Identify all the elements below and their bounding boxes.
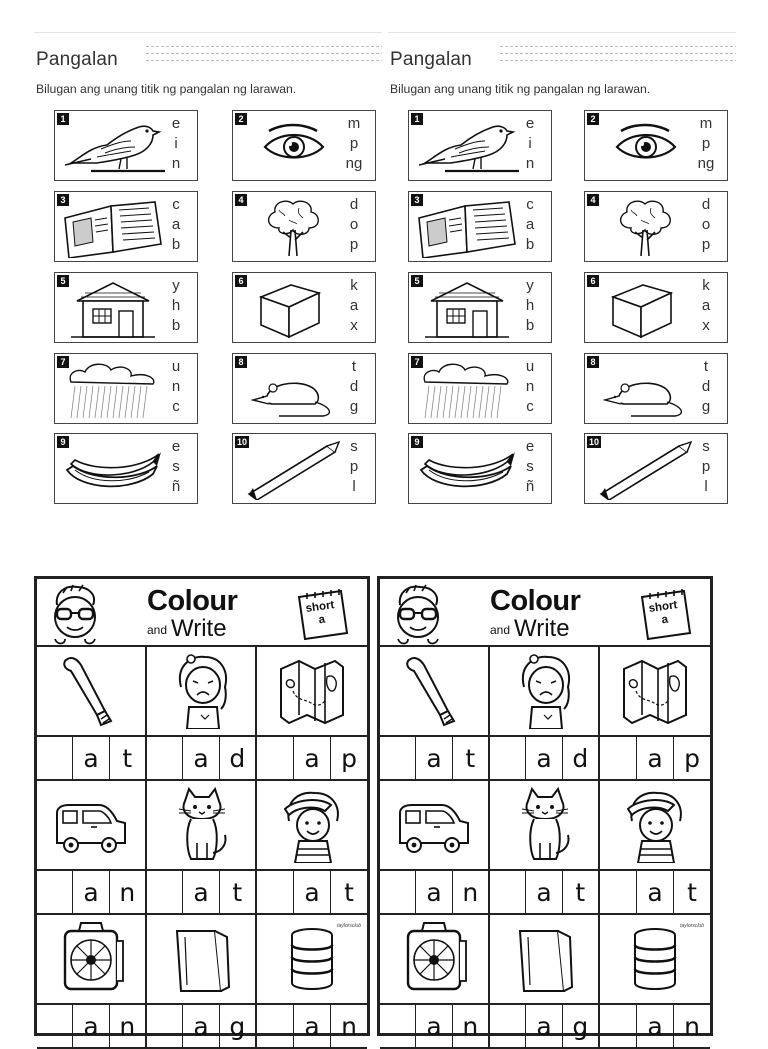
word-cell xyxy=(600,737,710,779)
picture-cell[interactable] xyxy=(490,781,600,869)
letter-choice[interactable]: n xyxy=(525,378,535,395)
divider xyxy=(388,32,736,33)
letter-choice[interactable]: o xyxy=(701,216,711,233)
word-cell xyxy=(147,871,257,913)
item-card xyxy=(584,272,728,343)
letter-choice[interactable]: ñ xyxy=(171,478,181,495)
letter-choice[interactable]: p xyxy=(349,236,359,253)
item-card xyxy=(54,110,198,181)
rain-cloud-icon xyxy=(415,360,519,420)
word-grid xyxy=(37,647,367,1049)
bat-icon xyxy=(55,653,129,729)
item-number: 3 xyxy=(411,194,423,206)
letter-choice[interactable]: b xyxy=(525,317,535,334)
picture-cell[interactable] xyxy=(37,647,147,735)
letter-choice[interactable]: l xyxy=(704,478,708,495)
picture-cell[interactable] xyxy=(490,915,600,1003)
picture-cell[interactable] xyxy=(147,647,257,735)
letter-box-blank[interactable] xyxy=(380,1005,416,1047)
letter-box-blank[interactable] xyxy=(600,737,637,779)
letter-box-blank[interactable] xyxy=(257,871,294,913)
letter-choices xyxy=(161,357,191,417)
letter-choice[interactable]: b xyxy=(171,236,181,253)
letter-choices xyxy=(515,357,545,417)
item-number: 9 xyxy=(57,436,69,448)
letter-box-blank[interactable] xyxy=(147,737,183,779)
letter-choice[interactable]: k xyxy=(702,277,710,294)
letter-choice[interactable]: h xyxy=(171,297,181,314)
picture-cell[interactable] xyxy=(380,647,490,735)
hat-icon xyxy=(275,787,349,863)
letter-box: t xyxy=(232,877,243,907)
pencil-icon xyxy=(591,440,695,500)
letter-choice[interactable]: d xyxy=(701,378,711,395)
letter-choices xyxy=(691,195,721,255)
letter-choice[interactable]: h xyxy=(525,297,535,314)
item-number: 7 xyxy=(411,356,423,368)
letter-box: p xyxy=(684,743,700,773)
banana-icon xyxy=(415,440,519,500)
letter-choice[interactable]: s xyxy=(702,438,710,455)
map-icon xyxy=(275,653,349,729)
item-card xyxy=(408,110,552,181)
letter-choices xyxy=(339,114,369,174)
letter-choice[interactable]: g xyxy=(701,398,711,415)
eye-icon xyxy=(591,117,695,177)
banana-icon xyxy=(61,440,165,500)
item-number: 6 xyxy=(235,275,247,287)
item-card xyxy=(54,353,198,424)
word-cell xyxy=(147,1005,257,1047)
letter-box: a xyxy=(294,737,331,779)
word-cell xyxy=(490,737,600,779)
letter-choice[interactable]: p xyxy=(349,458,359,475)
badge-line: a xyxy=(317,613,326,627)
letter-choice[interactable]: b xyxy=(525,236,535,253)
fan-icon xyxy=(398,921,472,997)
item-card xyxy=(232,353,376,424)
item-number: 8 xyxy=(587,356,599,368)
letter-choice[interactable]: c xyxy=(172,398,180,415)
item-number: 1 xyxy=(411,113,423,125)
letter-choice[interactable]: i xyxy=(174,135,178,152)
picture-row xyxy=(37,781,367,871)
letter-choice[interactable]: e xyxy=(525,115,535,132)
letter-choice[interactable]: m xyxy=(699,115,713,132)
word-cell xyxy=(257,737,367,779)
cat-icon xyxy=(165,787,239,863)
letter-box: g xyxy=(229,1011,246,1041)
item-number: 10 xyxy=(237,437,248,447)
letter-box-blank[interactable] xyxy=(490,871,526,913)
word-cell xyxy=(257,871,367,913)
letter-box: a xyxy=(183,871,219,913)
letter-box: a xyxy=(416,737,452,779)
picture-cell[interactable] xyxy=(37,915,147,1003)
letter-choices xyxy=(339,357,369,417)
badge-line: a xyxy=(660,613,669,627)
letter-choices xyxy=(515,195,545,255)
picture-cell[interactable] xyxy=(490,647,600,735)
letter-choice[interactable]: e xyxy=(171,438,181,455)
letter-choices xyxy=(515,276,545,336)
letter-box: n xyxy=(341,1011,357,1041)
name-label: Pangalan xyxy=(36,49,118,70)
letter-choice[interactable]: d xyxy=(349,378,359,395)
letter-choice[interactable]: y xyxy=(526,277,534,294)
word-row xyxy=(37,871,367,915)
item-number: 8 xyxy=(235,356,247,368)
box-icon xyxy=(591,279,695,339)
sad-girl-icon xyxy=(165,653,239,729)
letter-box: a xyxy=(526,871,562,913)
letter-choice[interactable]: m xyxy=(347,115,361,132)
mouse-icon xyxy=(591,360,695,420)
word-row xyxy=(380,737,710,781)
mouse-icon xyxy=(239,360,343,420)
word-cell xyxy=(600,871,710,913)
tree-icon xyxy=(591,198,695,258)
letter-box: a xyxy=(637,737,674,779)
letter-choice[interactable]: y xyxy=(172,277,180,294)
word-row xyxy=(37,737,367,781)
worksheet-right xyxy=(388,32,736,510)
letter-box: n xyxy=(462,877,479,907)
letter-choice[interactable]: u xyxy=(171,358,181,375)
instruction-text: Bilugan ang unang titik ng pangalan ng larawan. xyxy=(390,82,651,96)
picture-row xyxy=(37,915,367,1005)
book-icon xyxy=(415,198,519,258)
item-number: 3 xyxy=(57,194,69,206)
title-write: Write xyxy=(171,615,227,642)
letter-choices xyxy=(515,437,545,497)
letter-box: p xyxy=(341,743,357,773)
letter-box: d xyxy=(572,743,589,773)
letter-choices xyxy=(691,437,721,497)
letter-box-blank[interactable] xyxy=(490,1005,526,1047)
bat-icon xyxy=(398,653,472,729)
letter-choice[interactable]: c xyxy=(526,398,534,415)
letter-box: a xyxy=(416,871,452,913)
letter-choice[interactable]: a xyxy=(701,297,711,314)
book-icon xyxy=(61,198,165,258)
letter-box: t xyxy=(575,877,586,907)
sheet-header xyxy=(380,579,710,647)
word-cell xyxy=(380,1005,490,1047)
letter-choice[interactable]: ng xyxy=(345,155,363,172)
word-cell xyxy=(37,737,147,779)
item-card xyxy=(54,272,198,343)
hat-icon xyxy=(618,787,692,863)
letter-choice[interactable]: i xyxy=(528,135,532,152)
letter-box: a xyxy=(73,737,109,779)
letter-box: d xyxy=(229,743,246,773)
word-cell xyxy=(490,871,600,913)
word-cell xyxy=(147,737,257,779)
word-cell xyxy=(37,871,147,913)
letter-choice[interactable]: u xyxy=(525,358,535,375)
item-number: 2 xyxy=(235,113,247,125)
letter-choice[interactable]: d xyxy=(349,196,359,213)
letter-box: a xyxy=(183,737,219,779)
letter-choice[interactable]: ñ xyxy=(525,478,535,495)
house-icon xyxy=(61,279,165,339)
item-card xyxy=(232,272,376,343)
letter-box: g xyxy=(572,1011,589,1041)
letter-box: t xyxy=(122,743,133,773)
item-number: 10 xyxy=(589,437,600,447)
sad-girl-icon xyxy=(508,653,582,729)
letter-choice[interactable]: s xyxy=(350,438,358,455)
letter-box-blank[interactable] xyxy=(380,871,416,913)
letter-choice[interactable]: o xyxy=(349,216,359,233)
house-icon xyxy=(415,279,519,339)
letter-box-blank[interactable] xyxy=(147,1005,183,1047)
bag-icon xyxy=(508,921,582,997)
letter-box: a xyxy=(526,1005,562,1047)
van-icon xyxy=(398,787,472,863)
van-icon xyxy=(55,787,129,863)
item-card xyxy=(232,191,376,262)
letter-box-blank[interactable] xyxy=(257,1005,294,1047)
letter-choices xyxy=(691,357,721,417)
letter-choice[interactable]: n xyxy=(171,378,181,395)
divider xyxy=(34,32,382,33)
letter-box: a xyxy=(637,871,674,913)
item-card xyxy=(54,433,198,504)
tree-icon xyxy=(239,198,343,258)
picture-row xyxy=(380,915,710,1005)
bird-icon xyxy=(415,117,519,177)
item-number: 2 xyxy=(587,113,599,125)
letter-choice[interactable]: s xyxy=(172,458,180,475)
instruction-text: Bilugan ang unang titik ng pangalan ng larawan. xyxy=(36,82,297,96)
letter-box-blank[interactable] xyxy=(147,871,183,913)
letter-box: t xyxy=(687,877,697,907)
credit-text: taylorsclub xyxy=(337,923,361,929)
picture-cell[interactable] xyxy=(257,781,367,869)
cat-icon xyxy=(508,787,582,863)
title-colour: Colour xyxy=(147,585,238,617)
letter-choice[interactable]: x xyxy=(350,317,358,334)
letter-box-blank[interactable] xyxy=(257,737,294,779)
pencil-icon xyxy=(239,440,343,500)
worksheet-left xyxy=(34,32,382,510)
picture-cell[interactable] xyxy=(380,781,490,869)
letter-choice[interactable]: b xyxy=(171,317,181,334)
credit-text: taylorsclub xyxy=(680,923,704,929)
picture-row xyxy=(380,781,710,871)
title-write: Write xyxy=(514,615,570,642)
name-writing-lines xyxy=(146,46,382,66)
title-colour: Colour xyxy=(490,585,581,617)
item-card xyxy=(584,353,728,424)
letter-choices xyxy=(161,195,191,255)
letter-choice[interactable]: l xyxy=(352,478,356,495)
picture-row xyxy=(37,647,367,737)
letter-choices xyxy=(161,276,191,336)
letter-choice[interactable]: p xyxy=(701,458,711,475)
picture-cell[interactable] xyxy=(600,781,710,869)
letter-choice[interactable]: d xyxy=(701,196,711,213)
item-number: 5 xyxy=(57,275,69,287)
letter-choice[interactable]: k xyxy=(350,277,358,294)
item-card xyxy=(54,191,198,262)
letter-choice[interactable]: a xyxy=(349,297,359,314)
title-and: and xyxy=(490,623,511,637)
fan-icon xyxy=(55,921,129,997)
word-row xyxy=(380,1005,710,1049)
can-icon xyxy=(618,921,692,997)
item-card xyxy=(232,110,376,181)
letter-choice[interactable]: a xyxy=(525,216,535,233)
letter-choice[interactable]: p xyxy=(701,135,711,152)
letter-choice[interactable]: n xyxy=(171,155,181,172)
badge-line: short xyxy=(647,599,679,616)
letter-box: a xyxy=(294,1005,331,1047)
word-cell xyxy=(380,737,490,779)
letter-choice[interactable]: t xyxy=(703,358,709,375)
letter-box: a xyxy=(416,1005,452,1047)
letter-box: n xyxy=(462,1011,479,1041)
item-number: 1 xyxy=(57,113,69,125)
rain-cloud-icon xyxy=(61,360,165,420)
letter-choice[interactable]: ng xyxy=(697,155,715,172)
item-card xyxy=(408,191,552,262)
word-cell xyxy=(37,1005,147,1047)
letter-choice[interactable]: e xyxy=(525,438,535,455)
item-card xyxy=(584,433,728,504)
picture-cell[interactable] xyxy=(37,781,147,869)
item-card xyxy=(232,433,376,504)
letter-box: a xyxy=(294,871,331,913)
boy-with-glasses-icon xyxy=(386,583,450,647)
title-and: and xyxy=(147,623,168,637)
letter-box: a xyxy=(183,1005,219,1047)
letter-box: a xyxy=(637,1005,674,1047)
letter-choices xyxy=(339,195,369,255)
letter-box: n xyxy=(119,877,136,907)
letter-choice[interactable]: p xyxy=(349,135,359,152)
word-cell xyxy=(490,1005,600,1047)
name-writing-lines xyxy=(500,46,736,66)
letter-choices xyxy=(161,437,191,497)
letter-choices xyxy=(515,114,545,174)
item-number: 9 xyxy=(411,436,423,448)
box-icon xyxy=(239,279,343,339)
picture-cell[interactable] xyxy=(257,647,367,735)
badge-line: short xyxy=(304,599,336,616)
letter-choice[interactable]: s xyxy=(526,458,534,475)
letter-box-blank[interactable] xyxy=(37,737,73,779)
picture-row xyxy=(380,647,710,737)
picture-cell[interactable] xyxy=(380,915,490,1003)
can-icon xyxy=(275,921,349,997)
letter-choices xyxy=(161,114,191,174)
item-card xyxy=(584,110,728,181)
letter-choices xyxy=(339,276,369,336)
letter-box: a xyxy=(526,737,562,779)
letter-choice[interactable]: e xyxy=(171,115,181,132)
letter-box-blank[interactable] xyxy=(380,737,416,779)
letter-choices xyxy=(339,437,369,497)
letter-choice[interactable]: g xyxy=(349,398,359,415)
letter-choice[interactable]: p xyxy=(701,236,711,253)
letter-choice[interactable]: t xyxy=(351,358,357,375)
word-cell xyxy=(600,1005,710,1047)
colour-write-sheet-left xyxy=(34,576,370,1041)
letter-box-blank[interactable] xyxy=(37,1005,73,1047)
letter-choices xyxy=(691,114,721,174)
item-number: 4 xyxy=(235,194,247,206)
bag-icon xyxy=(165,921,239,997)
letter-choice[interactable]: x xyxy=(702,317,710,334)
letter-box: t xyxy=(465,743,476,773)
boy-with-glasses-icon xyxy=(43,583,107,647)
letter-box: n xyxy=(119,1011,136,1041)
item-number: 6 xyxy=(587,275,599,287)
eye-icon xyxy=(239,117,343,177)
letter-choice[interactable]: n xyxy=(525,155,535,172)
picture-cell[interactable] xyxy=(147,781,257,869)
item-number: 5 xyxy=(411,275,423,287)
letter-choice[interactable]: c xyxy=(172,196,180,213)
word-cell xyxy=(380,871,490,913)
letter-box-blank[interactable] xyxy=(600,1005,637,1047)
letter-box-blank[interactable] xyxy=(490,737,526,779)
word-cell xyxy=(257,1005,367,1047)
item-card xyxy=(584,191,728,262)
letter-box: a xyxy=(73,1005,109,1047)
letter-box: a xyxy=(73,871,109,913)
letter-box-blank[interactable] xyxy=(37,871,73,913)
name-label: Pangalan xyxy=(390,49,472,70)
letter-box: t xyxy=(344,877,354,907)
letter-box-blank[interactable] xyxy=(600,871,637,913)
word-row xyxy=(37,1005,367,1049)
item-number: 7 xyxy=(57,356,69,368)
sheet-header xyxy=(37,579,367,647)
letter-choices xyxy=(691,276,721,336)
word-grid xyxy=(380,647,710,1049)
item-number: 4 xyxy=(587,194,599,206)
picture-cell[interactable] xyxy=(600,647,710,735)
letter-choice[interactable]: a xyxy=(171,216,181,233)
letter-box: n xyxy=(684,1011,700,1041)
colour-write-sheet-right xyxy=(377,576,713,1041)
picture-cell[interactable] xyxy=(147,915,257,1003)
item-card xyxy=(408,433,552,504)
bird-icon xyxy=(61,117,165,177)
letter-choice[interactable]: c xyxy=(526,196,534,213)
map-icon xyxy=(618,653,692,729)
item-card xyxy=(408,272,552,343)
item-card xyxy=(408,353,552,424)
word-row xyxy=(380,871,710,915)
